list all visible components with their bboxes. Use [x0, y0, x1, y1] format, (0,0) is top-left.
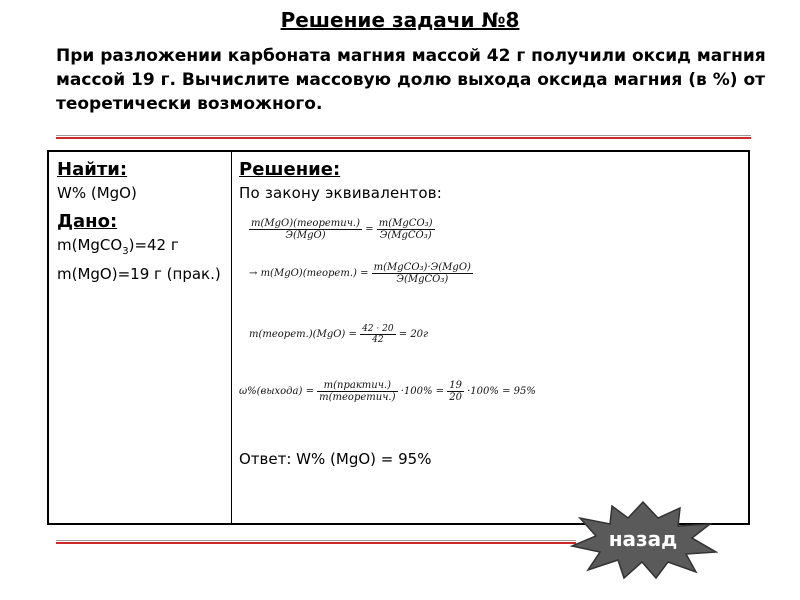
top-divider-red	[56, 137, 751, 139]
column-divider	[231, 152, 232, 523]
given-heading: Дано:	[57, 211, 118, 232]
law-text: По закону эквивалентов:	[239, 184, 443, 202]
find-heading: Найти:	[57, 159, 128, 180]
given-column	[57, 158, 229, 285]
given-mgo: m(MgO)=19 г (прак.)	[57, 265, 221, 283]
formula-yield: ω%(выхода) = $\frac{\text{m(практич.)}}{\text{m(теоретич.)}}$ ·100% = $\frac{19}{20}$ ·100% = 95%	[239, 380, 536, 403]
top-divider-gray	[56, 135, 751, 136]
formula-calculation: m(теорет.)(MgO) = $\frac{42 \cdot 20}{42}$ = 20г	[249, 324, 429, 345]
bottom-divider-red	[56, 542, 576, 544]
solution-column	[239, 158, 739, 468]
back-button-label[interactable]: назад	[608, 527, 678, 551]
given-mgco3: m(MgCO$_3$)=42 г	[57, 236, 179, 257]
slide-title: Решение задачи №8	[280, 8, 520, 32]
solution-table	[47, 150, 750, 525]
back-button[interactable]	[568, 500, 718, 580]
bottom-divider-gray	[56, 540, 576, 541]
problem-statement: При разложении карбоната магния массой 42 г получили оксид магния массой 19 г. Вычислите массовую долю выхода оксида магния (в %) от теоретически возможного.	[56, 46, 766, 114]
answer-text: Ответ: W% (MgO) = 95%	[239, 450, 432, 468]
solution-heading: Решение:	[239, 159, 341, 180]
formula-theoretical-mass: → m(MgO)(теорет.) = $\frac{\text{m(MgCO₃)·Э(MgO)}}{\text{Э(MgCO₃)}}$	[249, 262, 471, 285]
formula-equivalents: $\frac{\text{m(MgO)(теоретич.)}}{\text{Э(MgO)}}$ = $\frac{\text{m(MgCO₃)}}{\text{Э(MgCO₃)}}$	[251, 218, 433, 241]
find-value: W% (MgO)	[57, 184, 137, 202]
